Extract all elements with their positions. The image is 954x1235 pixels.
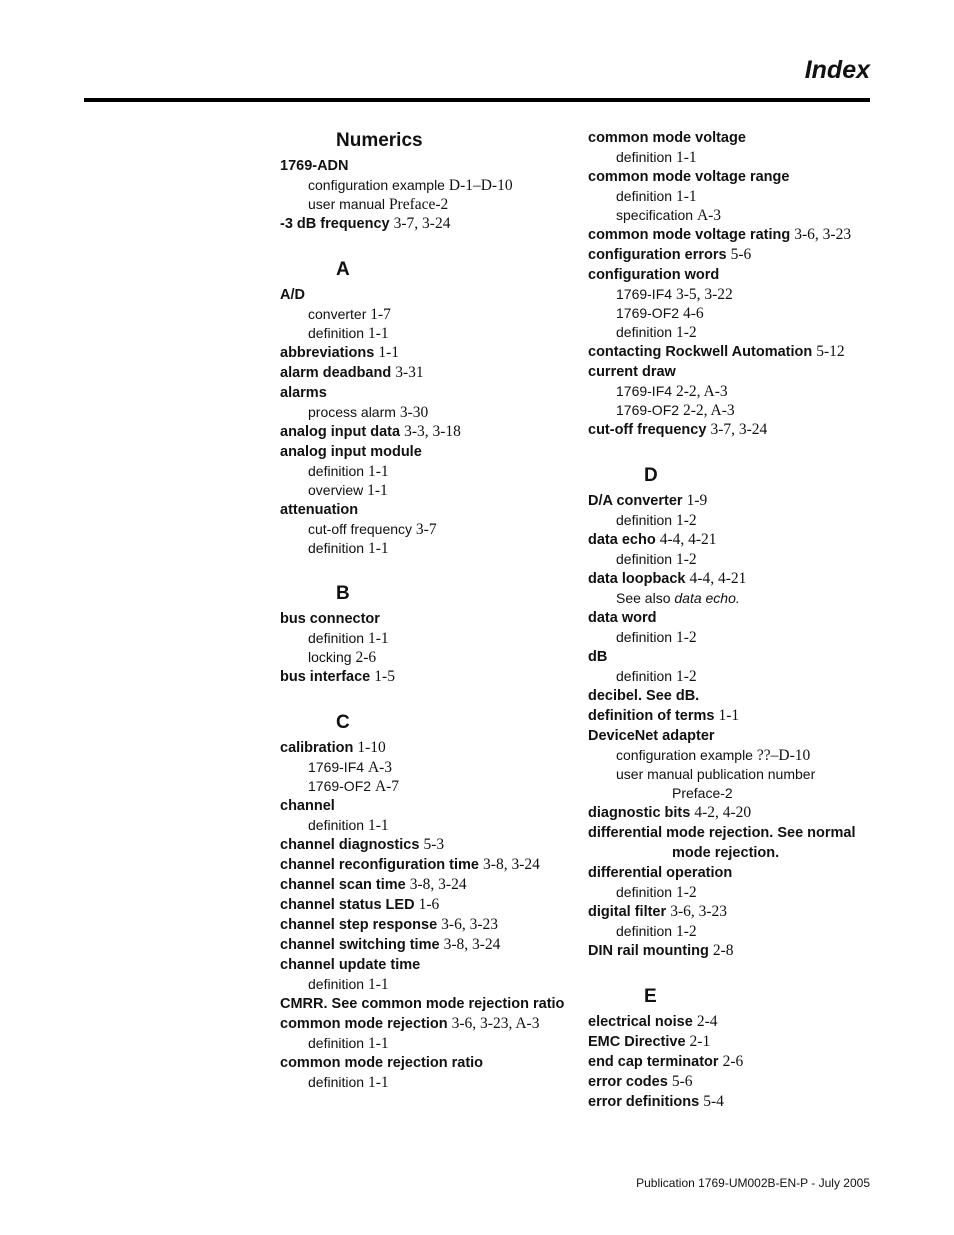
index-entry [280, 609, 570, 629]
index-entry [280, 156, 570, 176]
index-entry [588, 245, 878, 265]
index-entry [588, 647, 878, 667]
index-entry [280, 343, 570, 363]
index-entry [588, 342, 878, 362]
entry-term: common mode voltage range [588, 169, 790, 185]
subentry-pages: 1-2 [675, 884, 697, 901]
index-entry [588, 726, 878, 746]
subentry-pages: 1-1 [367, 540, 389, 557]
index-entry [280, 363, 570, 383]
subentry-pages-continued: Preface-2 [672, 785, 733, 801]
entry-term: EMC Directive [588, 1034, 686, 1050]
entry-term: channel step response [280, 917, 438, 933]
entry-pages: 4-4, 4-21 [659, 531, 717, 548]
subentry-pages: 1-2 [675, 629, 697, 646]
section-heading: Numerics [336, 130, 423, 151]
entry-pages: 3-3, 3-18 [404, 423, 461, 440]
subentry-text: definition [616, 923, 673, 939]
subentry-pages: 4-6 [682, 305, 704, 322]
subentry-reference: data echo. [674, 590, 740, 606]
subentry-text: definition [616, 668, 673, 684]
index-entry [280, 955, 570, 975]
entry-term: attenuation [280, 502, 359, 518]
index-entry [280, 285, 570, 305]
index-entry [280, 422, 570, 442]
index-entry [588, 823, 878, 843]
entry-pages: 4-2, 4-20 [694, 804, 752, 821]
index-subentry [280, 648, 570, 667]
entry-term: data loopback [588, 571, 686, 587]
entry-term: data word [588, 610, 657, 626]
entry-pages: 1-9 [686, 492, 708, 509]
entry-term: error definitions [588, 1094, 700, 1110]
entry-term: 1769-ADN [280, 158, 349, 174]
subentry-text: user manual publication number [616, 766, 816, 782]
subentry-text: definition [616, 324, 673, 340]
index-subentry [280, 176, 570, 195]
entry-pages: 1-1 [718, 707, 740, 724]
index-entry [588, 265, 878, 285]
entry-term: common mode voltage [588, 130, 746, 146]
index-subentry [280, 403, 570, 422]
index-subentry [588, 746, 878, 765]
entry-term: bus interface [280, 669, 371, 685]
index-entry [588, 1072, 878, 1092]
subentry-text: configuration example [616, 747, 753, 763]
entry-term: A/D [280, 287, 305, 303]
index-entry [280, 994, 570, 1014]
index-subentry [280, 758, 570, 777]
entry-term: current draw [588, 364, 676, 380]
subentry-pages: 1-1 [367, 463, 389, 480]
entry-pages: 2-1 [689, 1033, 711, 1050]
entry-term: analog input module [280, 444, 422, 460]
index-subentry [588, 550, 878, 569]
subentry-text: cut-off frequency [308, 521, 413, 537]
index-subentry [588, 187, 878, 206]
entry-term: CMRR. See common mode rejection ratio [280, 996, 565, 1012]
index-entry [280, 875, 570, 895]
entry-term: channel diagnostics [280, 837, 420, 853]
index-subentry [280, 1073, 570, 1092]
index-entry [588, 1012, 878, 1032]
entry-pages: 3-8, 3-24 [443, 936, 501, 953]
index-section [280, 128, 570, 234]
entry-term: end cap terminator [588, 1054, 719, 1070]
index-entry [280, 1053, 570, 1073]
subentry-text: 1769-IF4 [616, 286, 673, 302]
subentry-pages: 3-5, 3-22 [675, 286, 733, 303]
subentry-pages: 1-1 [675, 188, 697, 205]
subentry-text: definition [308, 1074, 365, 1090]
index-subentry [588, 304, 878, 323]
subentry-text: specification [616, 207, 694, 223]
index-section [280, 581, 570, 687]
entry-pages: 5-4 [703, 1093, 724, 1110]
index-subentry [588, 511, 878, 530]
subentry-pages: 1-2 [675, 923, 697, 940]
subentry-text: locking [308, 649, 352, 665]
subentry-text: process alarm [308, 404, 396, 420]
entry-pages: 2-4 [696, 1013, 718, 1030]
entry-term: channel [280, 798, 335, 814]
entry-pages: 5-6 [730, 246, 752, 263]
index-entry [588, 863, 878, 883]
subentry-pages: 3-7 [415, 521, 437, 538]
subentry-pages: Preface-2 [388, 196, 449, 213]
entry-pages: 4-4, 4-21 [689, 570, 747, 587]
subentry-pages: 1-1 [367, 1074, 389, 1091]
index-entry [280, 935, 570, 955]
section-heading: B [336, 583, 350, 604]
index-subentry [588, 382, 878, 401]
subentry-pages: 2-2, A-3 [675, 383, 728, 400]
entry-term: alarms [280, 385, 327, 401]
entry-pages: 2-6 [722, 1053, 744, 1070]
subentry-pages: 1-2 [675, 512, 697, 529]
index-entry [588, 362, 878, 382]
index-entry [588, 167, 878, 187]
subentry-text: definition [308, 630, 365, 646]
subentry-pages: 1-2 [675, 551, 697, 568]
subentry-pages: ??–D-10 [756, 747, 811, 764]
index-section [588, 463, 878, 961]
subentry-text: definition [308, 325, 365, 341]
entry-pages: 3-6, 3-23 [794, 226, 852, 243]
entry-pages: 2-8 [712, 942, 734, 959]
entry-term: digital filter [588, 904, 667, 920]
entry-term: differential mode rejection. See normal [588, 825, 856, 841]
page-title: Index [804, 56, 870, 84]
index-entry [280, 915, 570, 935]
index-subentry [588, 401, 878, 420]
entry-term: channel reconfiguration time [280, 857, 479, 873]
subentry-text: definition [616, 629, 673, 645]
index-entry [588, 902, 878, 922]
index-subentry [588, 628, 878, 647]
entry-term: configuration errors [588, 247, 727, 263]
entry-pages: 3-7, 3-24 [710, 421, 768, 438]
entry-pages: 3-6, 3-23 [670, 903, 728, 920]
subentry-text: 1769-OF2 [616, 402, 680, 418]
entry-pages: 3-8, 3-24 [483, 856, 540, 873]
entry-pages: 1-5 [374, 668, 395, 685]
index-subentry [280, 539, 570, 558]
index-entry [280, 738, 570, 758]
index-subentry [280, 816, 570, 835]
subentry-pages: 1-1 [367, 630, 389, 647]
entry-term: analog input data [280, 424, 401, 440]
publication-footer: Publication 1769-UM002B-EN-P - July 2005 [636, 1176, 870, 1190]
entry-pages: 5-6 [671, 1073, 693, 1090]
subentry-text: 1769-IF4 [308, 759, 365, 775]
index-entry [280, 855, 570, 875]
subentry-pages: 1-1 [367, 325, 389, 342]
subentry-text: definition [616, 551, 673, 567]
entry-pages: 3-31 [395, 364, 424, 381]
index-entry [280, 796, 570, 816]
index-entry [588, 1052, 878, 1072]
subentry-text: definition [616, 512, 673, 528]
index-subentry [588, 206, 878, 225]
entry-term: DIN rail mounting [588, 943, 709, 959]
subentry-text: 1769-IF4 [616, 383, 673, 399]
entry-term: calibration [280, 740, 354, 756]
entry-term: data echo [588, 532, 656, 548]
subentry-pages: A-7 [374, 778, 400, 795]
index-entry [588, 420, 878, 440]
index-entry [280, 383, 570, 403]
index-entry [588, 530, 878, 550]
section-heading: E [644, 986, 657, 1007]
entry-term: dB [588, 649, 608, 665]
entry-term: differential operation [588, 865, 733, 881]
entry-term: abbreviations [280, 345, 375, 361]
subentry-text: definition [308, 976, 365, 992]
subentry-text: overview [308, 482, 364, 498]
index-section [280, 710, 570, 1092]
index-subentry [588, 285, 878, 304]
index-subentry [588, 323, 878, 342]
index-subentry [588, 667, 878, 686]
index-subentry [280, 520, 570, 539]
subentry-text: definition [308, 1035, 365, 1051]
subentry-text: definition [308, 463, 365, 479]
header-rule [84, 98, 870, 102]
subentry-text: definition [616, 188, 673, 204]
index-entry [588, 1032, 878, 1052]
index-entry [588, 608, 878, 628]
entry-term: definition of terms [588, 708, 715, 724]
subentry-text: See also [616, 590, 671, 606]
index-section [280, 257, 570, 558]
index-subentry [280, 462, 570, 481]
entry-pages: 3-6, 3-23, A-3 [451, 1015, 540, 1032]
entry-term: error codes [588, 1074, 668, 1090]
index-subentry [588, 765, 878, 784]
entry-pages: 3-8, 3-24 [409, 876, 467, 893]
index-entry [588, 225, 878, 245]
entry-term: diagnostic bits [588, 805, 691, 821]
entry-term: -3 dB frequency [280, 216, 390, 232]
index-subentry [588, 589, 878, 608]
index-section [588, 128, 878, 440]
entry-term: bus connector [280, 611, 380, 627]
subentry-pages: A-3 [367, 759, 393, 776]
index-entry [588, 803, 878, 823]
subentry-text: definition [308, 540, 365, 556]
index-entry [588, 128, 878, 148]
entry-term: electrical noise [588, 1014, 693, 1030]
entry-term: configuration word [588, 267, 720, 283]
entry-term: common mode rejection [280, 1016, 448, 1032]
entry-term: channel switching time [280, 937, 440, 953]
entry-term: channel status LED [280, 897, 415, 913]
index-entry [588, 686, 878, 706]
entry-term: common mode voltage rating [588, 227, 791, 243]
subentry-pages: 1-1 [367, 817, 389, 834]
subentry-text: definition [616, 884, 673, 900]
entry-term-continued: mode rejection. [672, 845, 780, 861]
index-entry [280, 214, 570, 234]
subentry-pages: 1-1 [367, 1035, 389, 1052]
index-subentry [280, 975, 570, 994]
index-entry [280, 835, 570, 855]
entry-term: cut-off frequency [588, 422, 707, 438]
index-column-left [280, 128, 570, 1115]
subentry-pages: A-3 [696, 207, 722, 224]
index-section [588, 984, 878, 1112]
index-subentry [280, 305, 570, 324]
entry-term: DeviceNet adapter [588, 728, 715, 744]
subentry-text: user manual [308, 196, 386, 212]
index-entry [588, 491, 878, 511]
entry-pages: 5-12 [816, 343, 845, 360]
index-subentry [588, 148, 878, 167]
index-subentry [280, 629, 570, 648]
subentry-text: definition [308, 817, 365, 833]
index-entry [588, 941, 878, 961]
section-heading: A [336, 259, 350, 280]
entry-term: contacting Rockwell Automation [588, 344, 813, 360]
index-entry [280, 667, 570, 687]
index-entry [280, 1014, 570, 1034]
subentry-pages: D-1–D-10 [448, 177, 513, 194]
subentry-pages: 2-2, A-3 [682, 402, 735, 419]
entry-term: channel update time [280, 957, 421, 973]
entry-term: channel scan time [280, 877, 406, 893]
subentry-pages: 1-1 [675, 149, 697, 166]
subentry-text: configuration example [308, 177, 445, 193]
index-entry [588, 1092, 878, 1112]
subentry-text: 1769-OF2 [308, 778, 372, 794]
entry-pages: 3-7, 3-24 [393, 215, 451, 232]
entry-term: D/A converter [588, 493, 683, 509]
subentry-text: 1769-OF2 [616, 305, 680, 321]
subentry-pages: 1-1 [367, 482, 388, 499]
subentry-pages: 1-7 [370, 306, 391, 323]
entry-term: decibel. See dB. [588, 688, 700, 704]
subentry-pages: 3-30 [399, 404, 429, 421]
subentry-text: definition [616, 149, 673, 165]
index-subentry [588, 922, 878, 941]
index-entry [588, 569, 878, 589]
index-entry [588, 706, 878, 726]
section-heading: C [336, 712, 350, 733]
index-subentry [280, 195, 570, 214]
subentry-pages: 1-1 [367, 976, 389, 993]
index-subentry [280, 324, 570, 343]
index-subentry [280, 481, 570, 500]
entry-pages: 1-1 [378, 344, 399, 361]
section-heading: D [644, 465, 658, 486]
subentry-pages: 1-2 [675, 668, 697, 685]
entry-pages: 1-10 [357, 739, 386, 756]
index-subentry [280, 1034, 570, 1053]
entry-term: common mode rejection ratio [280, 1055, 484, 1071]
entry-pages: 1-6 [418, 896, 440, 913]
index-entry [280, 442, 570, 462]
index-entry [280, 895, 570, 915]
index-entry [280, 500, 570, 520]
subentry-pages: 1-2 [675, 324, 697, 341]
index-subentry [280, 777, 570, 796]
subentry-text: converter [308, 306, 367, 322]
index-column-right [588, 128, 878, 1135]
entry-pages: 5-3 [423, 836, 445, 853]
entry-term: alarm deadband [280, 365, 392, 381]
entry-pages: 3-6, 3-23 [441, 916, 498, 933]
index-subentry [588, 883, 878, 902]
subentry-pages: 2-6 [355, 649, 377, 666]
